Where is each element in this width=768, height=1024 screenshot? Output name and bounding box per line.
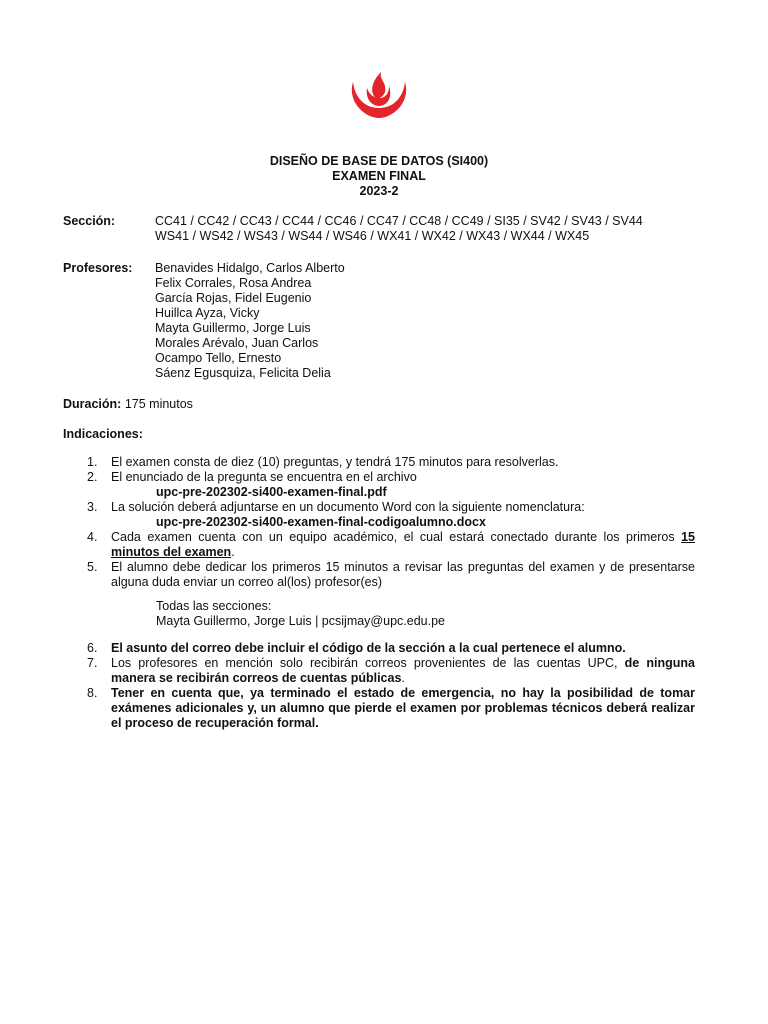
duracion-label: Duración: — [63, 397, 122, 411]
item-text: Cada examen cuenta con un equipo académico, el cual estará conectado durante los primeros — [111, 530, 682, 544]
item-number: 8. — [87, 686, 98, 700]
profesor-name: Benavides Hidalgo, Carlos Alberto — [155, 261, 345, 275]
exam-type: EXAMEN FINAL — [332, 169, 426, 183]
list-item — [63, 656, 695, 686]
item-text: Los profesores en mención solo recibirán correos provenientes de las cuentas UPC, — [111, 656, 625, 670]
exam-file-name: upc-pre-202302-si400-examen-final.pdf — [156, 485, 387, 499]
duracion-row — [63, 397, 193, 412]
duracion-value: 175 minutos — [124, 397, 193, 411]
item-bold-text: El asunto del correo debe incluir el código de la sección a la cual pertenece el alumno. — [111, 641, 626, 655]
profesor-name: Morales Arévalo, Juan Carlos — [155, 336, 319, 350]
exam-term: 2023-2 — [359, 184, 399, 198]
item-number: 3. — [87, 500, 98, 514]
profesores-label: Profesores: — [63, 261, 133, 275]
profesor-name: Huillca Ayza, Vicky — [155, 306, 260, 320]
note-title: Todas las secciones: — [156, 599, 272, 613]
profesor-name: Sáenz Egusquiza, Felicita Delia — [155, 366, 331, 380]
item-text: El alumno debe dedicar los primeros 15 minutos a revisar las preguntas del examen y de presentarse alguna duda enviar un correo al(los) profesor(es) — [111, 560, 695, 589]
seccion-line: CC41 / CC42 / CC43 / CC44 / CC46 / CC47 / CC48 / CC49 / SI35 / SV42 / SV43 / SV44 — [155, 214, 643, 228]
list-item — [63, 455, 695, 470]
item-number: 7. — [87, 656, 98, 670]
solution-file-name: upc-pre-202302-si400-examen-final-codigoalumno.docx — [156, 515, 486, 529]
seccion-label: Sección: — [63, 214, 116, 228]
item-number: 1. — [87, 455, 98, 469]
profesor-name: Felix Corrales, Rosa Andrea — [155, 276, 312, 290]
list-item — [63, 470, 695, 500]
item-number: 4. — [87, 530, 98, 544]
profesor-name: García Rojas, Fidel Eugenio — [155, 291, 312, 305]
seccion-list — [155, 214, 715, 244]
profesores-list — [155, 261, 715, 381]
item-text: El enunciado de la pregunta se encuentra en el archivo — [111, 470, 417, 484]
item-bold-text: Tener en cuenta que, ya terminado el estado de emergencia, no hay la posibilidad de tomar exámenes adicionales y, un alumno que pierde el examen por problemas técnicos deberá realizar el proceso de recuperación formal. — [111, 686, 695, 730]
upc-flame-logo — [347, 68, 411, 120]
item-number: 2. — [87, 470, 98, 484]
seccion-row — [63, 214, 703, 246]
profesor-name: Mayta Guillermo, Jorge Luis — [155, 321, 311, 335]
list-item — [63, 641, 695, 656]
exam-title-block — [0, 154, 758, 199]
profesor-name: Ocampo Tello, Ernesto — [155, 351, 282, 365]
item-number: 6. — [87, 641, 98, 655]
list-item — [63, 686, 695, 731]
item-text: El examen consta de diez (10) preguntas, y tendrá 175 minutos para resolverlas. — [111, 455, 559, 469]
item-bold-text: de ninguna manera se recibirán correos de cuentas públicas — [111, 656, 695, 685]
indicaciones-heading: Indicaciones: — [63, 427, 143, 441]
seccion-line: WS41 / WS42 / WS43 / WS44 / WS46 / WX41 / WX42 / WX43 / WX44 / WX45 — [155, 229, 590, 243]
item-number: 5. — [87, 560, 98, 574]
item-emphasis: 15 minutos del examen — [111, 530, 695, 559]
course-title: DISEÑO DE BASE DE DATOS (SI400) — [269, 154, 489, 168]
list-item — [63, 530, 695, 560]
indicaciones-list — [63, 455, 695, 731]
profesores-row — [63, 261, 703, 383]
item-text: La solución deberá adjuntarse en un documento Word con la siguiente nomenclatura: — [111, 500, 585, 514]
item-tail: . — [401, 671, 405, 685]
note-contact: Mayta Guillermo, Jorge Luis | pcsijmay@upc.edu.pe — [156, 614, 445, 628]
contact-note — [111, 599, 695, 629]
item-tail: . — [231, 545, 235, 559]
list-item — [63, 560, 695, 629]
list-item — [63, 500, 695, 530]
